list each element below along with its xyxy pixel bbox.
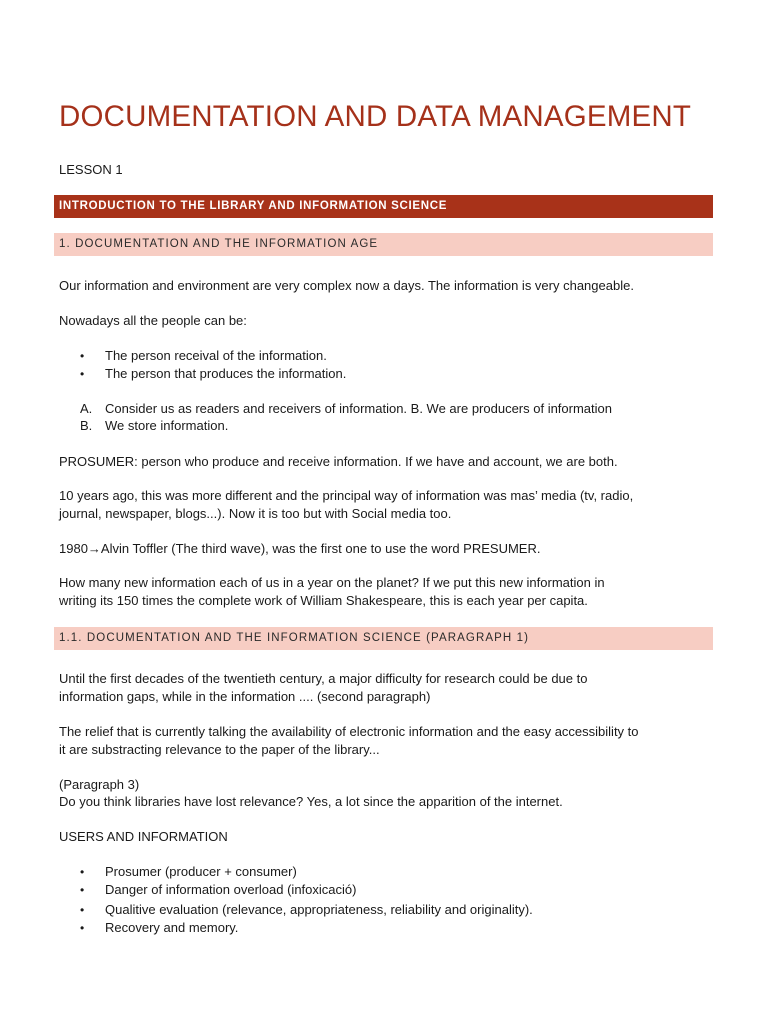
list-item-text: Danger of information overload (infoxicació) [105,882,357,897]
section-heading-1-1: 1.1. DOCUMENTATION AND THE INFORMATION SCIENCE (PARAGRAPH 1) [54,627,713,650]
list-item-text: We store information. [105,418,229,433]
paragraph-9-line-1: (Paragraph 3) [59,777,140,792]
paragraph-7-line-2: information gaps, while in the information .... (second paragraph) [59,689,431,704]
list-item [80,919,238,937]
list-item [80,365,346,383]
lesson-label: LESSON 1 [59,162,123,177]
paragraph-7-line-1: Until the first decades of the twentieth century, a major difficulty for research could be due to [59,671,588,686]
list-item-text: Consider us as readers and receivers of information. B. We are producers of information [105,401,612,416]
paragraph-4-line-1: 10 years ago, this was more different and the principal way of information was mas’ media (tv, radio, [59,488,634,503]
paragraph-5-text: Alvin Toffler (The third wave), was the first one to use the word PRESUMER. [100,541,541,556]
list-marker: A. [80,401,93,416]
paragraph-4-line-2: journal, newspaper, blogs...). Now it is too but with Social media too. [59,506,452,521]
list-item-text: Qualitive evaluation (relevance, appropriateness, reliability and originality). [105,902,533,917]
arrow-icon: → [87,541,101,556]
list-item [80,400,612,418]
list-item [80,863,297,881]
document-title: DOCUMENTATION AND DATA MANAGEMENT [59,100,692,133]
paragraph-prosumer: PROSUMER: person who produce and receive information. If we have and account, we are both. [59,454,618,469]
bullet-icon: • [80,367,85,381]
paragraph-6-line-1: How many new information each of us in a year on the planet? If we put this new information in [59,575,605,590]
list-item [80,347,327,365]
list-item [80,881,356,899]
list-marker: B. [80,418,93,433]
list-item [80,417,228,435]
list-item-text: Recovery and memory. [105,920,239,935]
bullet-icon: • [80,865,85,879]
paragraph-2: Nowadays all the people can be: [59,313,247,328]
list-item-text: The person that produces the information. [105,366,347,381]
section-heading-1: 1. DOCUMENTATION AND THE INFORMATION AGE [54,233,713,256]
paragraph-8-line-2: it are substracting relevance to the paper of the library... [59,742,380,757]
paragraph-1: Our information and environment are very complex now a days. The information is very changeable. [59,278,634,293]
section-heading-main: INTRODUCTION TO THE LIBRARY AND INFORMATION SCIENCE [54,195,713,218]
paragraph-6-line-2: writing its 150 times the complete work of William Shakespeare, this is each year per capita. [59,593,588,608]
bullet-icon: • [80,349,85,363]
paragraph-5 [59,540,540,558]
list-item-text: The person receival of the information. [105,348,327,363]
bullet-icon: • [80,921,85,935]
bullet-icon: • [80,903,85,917]
list-item [80,901,533,919]
paragraph-9-line-2: Do you think libraries have lost relevance? Yes, a lot since the apparition of the internet. [59,794,563,809]
bullet-icon: • [80,883,85,897]
list-item-text: Prosumer (producer + consumer) [105,864,297,879]
year-text: 1980 [59,541,88,556]
paragraph-8-line-1: The relief that is currently talking the availability of electronic information and the easy accessibility to [59,724,639,739]
users-heading: USERS AND INFORMATION [59,829,228,844]
